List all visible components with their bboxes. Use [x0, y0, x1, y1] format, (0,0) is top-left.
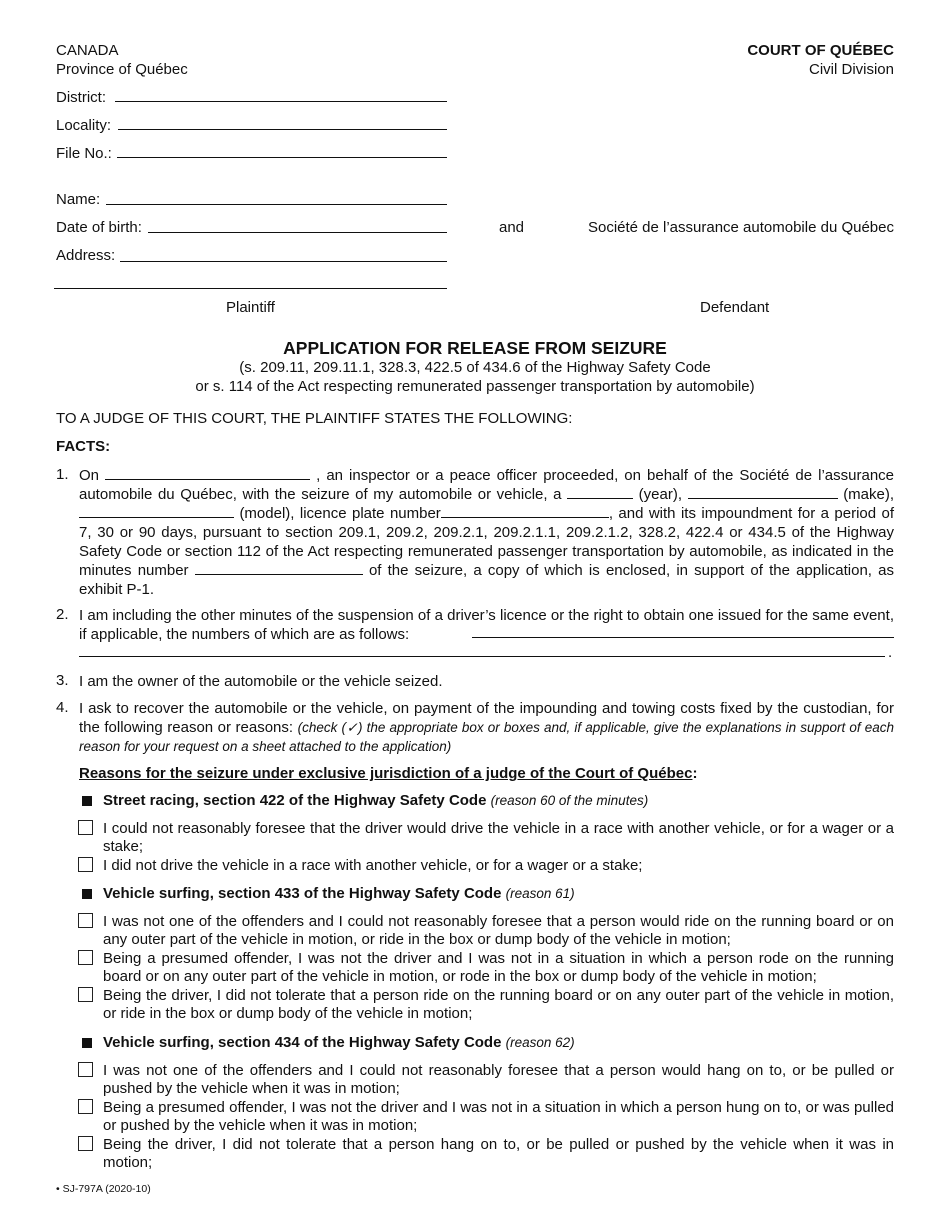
- reasons-heading-text: Reasons for the seizure under exclusive jurisdiction of a judge of the Court of Québec: [79, 765, 693, 782]
- locality-field[interactable]: [118, 129, 447, 130]
- item-4-statement: I ask to recover the automobile or the vehicle, on payment of the impounding and towing costs fixed by the custodian, for the following reason or reasons:: [79, 700, 894, 736]
- section-vehicle-surfing-433: [103, 885, 575, 902]
- facts-heading: FACTS:: [56, 438, 111, 455]
- title-subline-2: or s. 114 of the Act respecting remunerated passenger transportation by automobile): [195, 378, 755, 395]
- item-1-year-label: (year),: [638, 486, 682, 503]
- licence-plate-field[interactable]: [441, 504, 609, 518]
- checkbox-surfing-434-3[interactable]: [78, 1136, 93, 1151]
- checkbox-surfing-434-1[interactable]: [78, 1062, 93, 1077]
- province: Province of Québec: [56, 61, 188, 78]
- item-1-part-e: (model), licence plate number: [239, 505, 441, 522]
- vehicle-year-field[interactable]: [567, 485, 633, 499]
- vehicle-make-field[interactable]: [688, 485, 838, 499]
- item-1-part-f: , and with its impoundment for a period of 7, 30 or 90 days, pursuant to section 209.1, 209.2, 209.2.1, 209.2.1.1, 209.2.1.2, 328.2, 422.4 or 434.5 of the Highway Safety Code or section 112 of the Act respecting remunerated passenger transportation by automobile, as indicated in the minutes number: [79, 505, 895, 579]
- checkbox-street-racing-2[interactable]: [78, 857, 93, 872]
- form-code: • SJ-797A (2020-10): [56, 1183, 151, 1195]
- plaintiff-separator: [54, 288, 447, 289]
- item-1-part-g: of the seizure, a copy of which is enclosed, in support of the application, as exhibit P-1.: [79, 562, 894, 598]
- option-text: Being the driver, I did not tolerate that a person hang on to, or be pulled or pushed by the vehicle when it was in motion;: [103, 1136, 894, 1171]
- document-title: APPLICATION FOR RELEASE FROM SEIZURE: [283, 338, 667, 358]
- section-note: (reason 62): [505, 1035, 575, 1050]
- bullet-icon: [82, 796, 92, 806]
- address-label: Address:: [56, 247, 116, 264]
- checkbox-surfing-433-1[interactable]: [78, 913, 93, 928]
- defendant-label: Defendant: [700, 299, 770, 316]
- option-text: I did not drive the vehicle in a race with another vehicle, or for a wager or a stake;: [103, 857, 643, 874]
- checkbox-surfing-434-2[interactable]: [78, 1099, 93, 1114]
- checkbox-surfing-433-2[interactable]: [78, 950, 93, 965]
- name-field[interactable]: [106, 204, 447, 205]
- section-note: (reason 60 of the minutes): [490, 793, 649, 808]
- item-2-period: .: [888, 644, 893, 661]
- dob-label: Date of birth:: [56, 219, 142, 236]
- item-number-3: 3.: [56, 672, 69, 689]
- district-field[interactable]: [115, 101, 447, 102]
- item-1-part-a: On: [79, 467, 100, 484]
- file-no-label: File No.:: [56, 145, 112, 162]
- section-vehicle-surfing-434: [103, 1034, 575, 1051]
- option-text: Being a presumed offender, I was not the driver and I was not in a situation in which a person rode on the running board or on any outer part of the vehicle in motion, or rode in the box or dump body of the vehicle in motion;: [103, 950, 894, 985]
- other-minutes-field-2[interactable]: [79, 656, 885, 657]
- address-field[interactable]: [120, 261, 447, 262]
- option-text: Being a presumed offender, I was not the driver and I was not in a situation in which a person hung on to, or was pulled or pushed by the vehicle when it was in motion;: [103, 1099, 894, 1134]
- bullet-icon: [82, 889, 92, 899]
- section-street-racing: [103, 792, 648, 809]
- reasons-heading: [79, 765, 697, 782]
- other-minutes-field-1[interactable]: [472, 637, 894, 638]
- item-1-text: [79, 466, 894, 599]
- section-note: (reason 61): [505, 886, 575, 901]
- section-title: Vehicle surfing, section 434 of the Highway Safety Code: [103, 1034, 502, 1051]
- option-text: Being the driver, I did not tolerate that a person ride on the running board or on any outer part of the vehicle in motion, or ride in the box or dump body of the vehicle in motion;: [103, 987, 894, 1022]
- locality-label: Locality:: [56, 117, 112, 134]
- plaintiff-label: Plaintiff: [226, 299, 275, 316]
- item-2-statement: I am including the other minutes of the suspension of a driver’s licence or the right to obtain one issued for the same event, if applicable, the numbers of which are as follows:: [79, 607, 894, 643]
- item-4-instructions: (check (✓) the appropriate box or boxes and, if applicable, give the explanations in support of each reason for your request on a sheet attached to the application): [79, 720, 894, 754]
- court-name: COURT OF QUÉBEC: [747, 42, 894, 59]
- district-label: District:: [56, 89, 106, 106]
- option-text: I could not reasonably foresee that the driver would drive the vehicle in a race with another vehicle, or for a wager or a stake;: [103, 820, 894, 855]
- checkbox-surfing-433-3[interactable]: [78, 987, 93, 1002]
- name-label: Name:: [56, 191, 101, 208]
- and-label: and: [499, 219, 525, 236]
- item-3-text: I am the owner of the automobile or the vehicle seized.: [79, 673, 443, 690]
- item-1-make-label: (make),: [843, 486, 895, 503]
- item-number-1: 1.: [56, 466, 69, 483]
- item-number-4: 4.: [56, 699, 69, 716]
- item-number-2: 2.: [56, 606, 69, 623]
- intro-statement: TO A JUDGE OF THIS COURT, THE PLAINTIFF STATES THE FOLLOWING:: [56, 410, 573, 427]
- country: CANADA: [56, 42, 119, 59]
- defendant-name: Société de l’assurance automobile du Québec: [587, 219, 894, 236]
- item-2-text: [79, 606, 894, 644]
- minutes-number-field[interactable]: [195, 561, 363, 575]
- seizure-date-field[interactable]: [105, 466, 310, 480]
- checkbox-street-racing-1[interactable]: [78, 820, 93, 835]
- division: Civil Division: [808, 61, 894, 78]
- option-text: I was not one of the offenders and I could not reasonably foresee that a person would hang on to, or be pulled or pushed by the vehicle when it was in motion;: [103, 1062, 894, 1097]
- option-text: I was not one of the offenders and I could not reasonably foresee that a person would ride on the running board or on any outer part of the vehicle in motion, or ride in the box or dump body of the vehicle in motion;: [103, 913, 894, 948]
- dob-field[interactable]: [148, 232, 447, 233]
- item-1-part-b: , an inspector or a peace officer proceeded, on behalf of the Société de l’assurance automobile du Québec, with the seizure of my automobile or vehicle, a: [79, 467, 895, 503]
- item-4-text: [79, 699, 894, 756]
- file-no-field[interactable]: [117, 157, 447, 158]
- title-subline-1: (s. 209.11, 209.11.1, 328.3, 422.5 of 434.6 of the Highway Safety Code: [239, 359, 711, 376]
- section-title: Street racing, section 422 of the Highway Safety Code: [103, 792, 487, 809]
- bullet-icon: [82, 1038, 92, 1048]
- reasons-heading-colon: :: [692, 765, 698, 782]
- section-title: Vehicle surfing, section 433 of the Highway Safety Code: [103, 885, 502, 902]
- vehicle-model-field[interactable]: [79, 504, 234, 518]
